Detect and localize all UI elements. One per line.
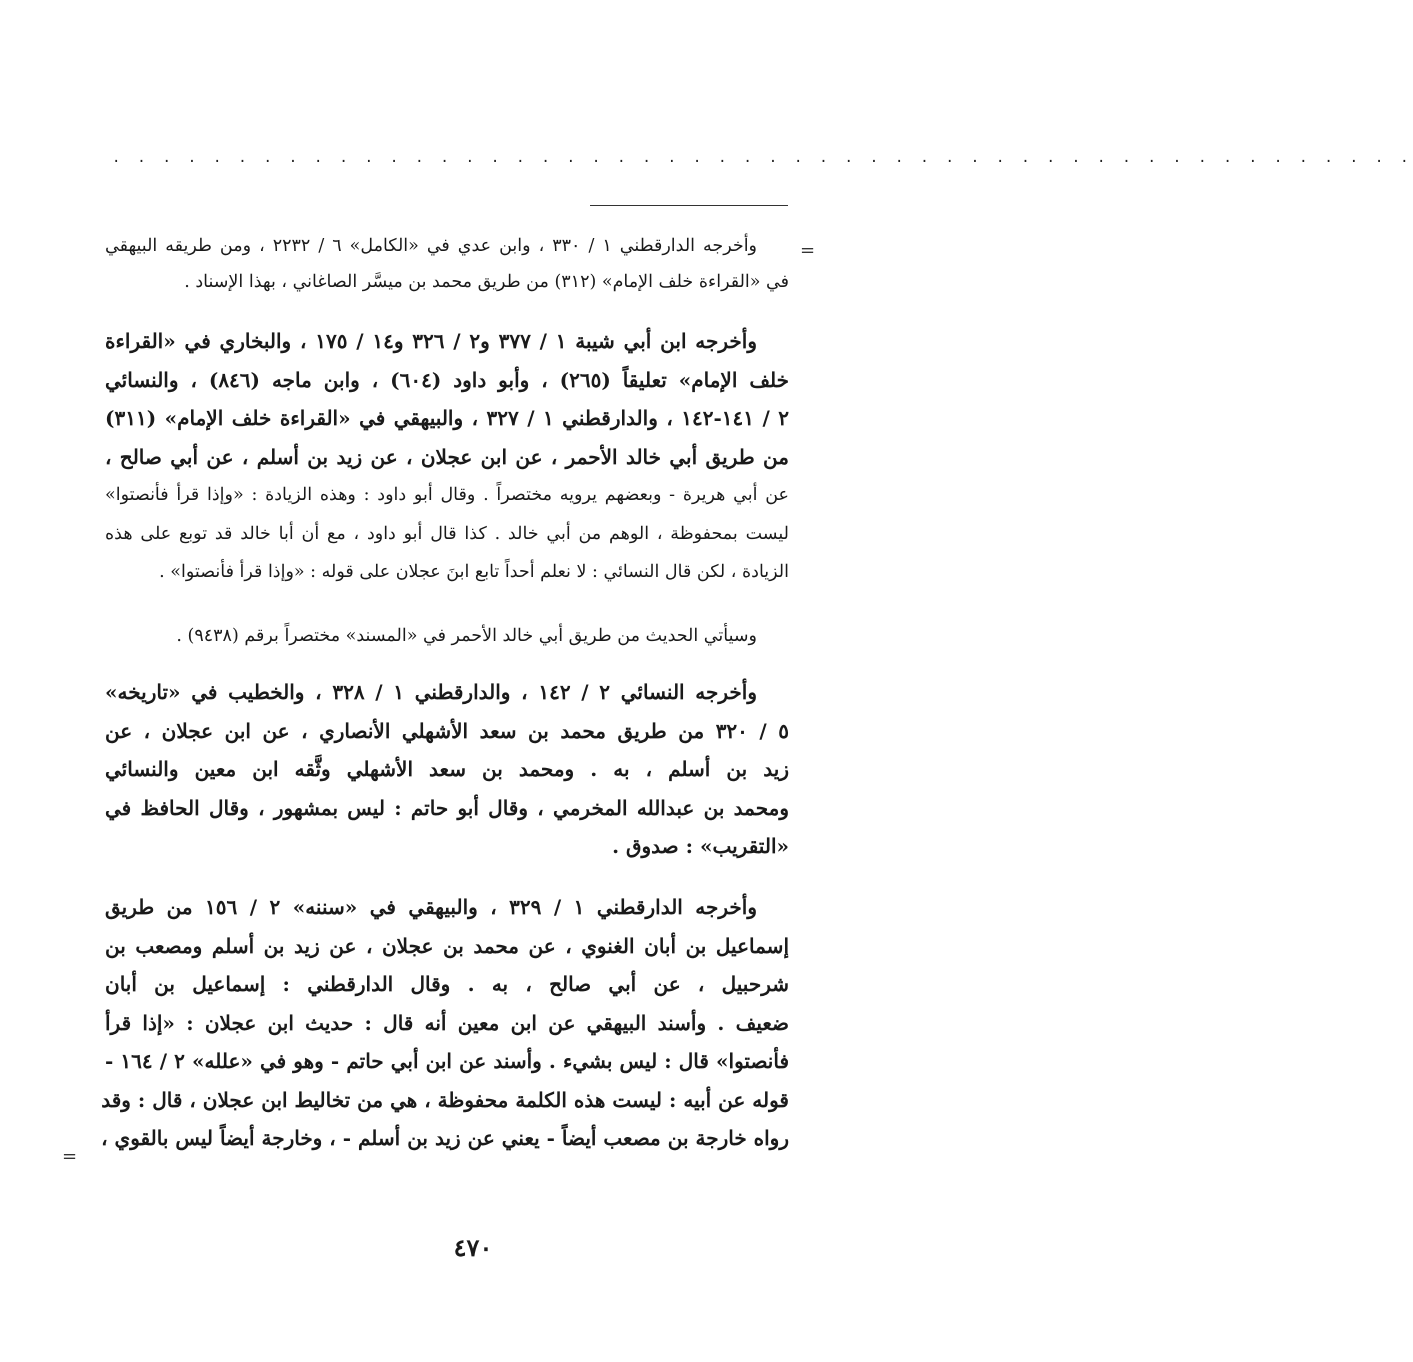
text-line: في «القراءة خلف الإمام» (٣١٢) من طريق محمد بن ميسَّر الصاغاني ، بهذا الإسناد . xyxy=(184,272,789,292)
text-line: من طريق أبي خالد الأحمر ، عن ابن عجلان ، عن زيد بن أسلم ، عن أبي صالح ، xyxy=(105,444,789,469)
text-line: قوله عن أبيه : ليست هذه الكلمة محفوظة ، هي من تخاليط ابن عجلان ، قال : وقد xyxy=(101,1087,789,1112)
text-line: ضعيف . وأسند البيهقي عن ابن معين أنه قال : حديث ابن عجلان : «إذا قرأ xyxy=(105,1010,789,1035)
footnote-paragraph-3 xyxy=(105,618,789,654)
text-line: ٥ / ٣٢٠ من طريق محمد بن سعد الأشهلي الأنصاري ، عن ابن عجلان ، عن xyxy=(105,718,789,743)
text-line: الزيادة ، لكن قال النسائي : لا نعلم أحداً تابع ابنَ عجلان على قوله : «وإذا قرأ فأنصتوا» . xyxy=(159,562,789,582)
page-number: ٤٧٠ xyxy=(453,1233,493,1262)
continuation-marker-bottom: = xyxy=(62,1146,78,1167)
text-line: ومحمد بن عبدالله المخرمي ، وقال أبو حاتم : ليس بمشهور ، وقال الحافظ في xyxy=(105,795,789,820)
text-line: «التقريب» : صدوق . xyxy=(612,834,789,858)
text-line: زيد بن أسلم ، به . ومحمد بن سعد الأشهلي وثَّقه ابن معين والنسائي xyxy=(105,757,789,781)
text-line: فأنصتوا» قال : ليس بشيء . وأسند عن ابن أبي حاتم - وهو في «علله» ٢ / ١٦٤ - xyxy=(105,1049,790,1073)
text-line: ٢ / ١٤١-١٤٢ ، والدارقطني ١ / ٣٢٧ ، والبيهقي في «القراءة خلف الإمام» (٣١١) xyxy=(105,406,789,430)
footnote-paragraph-4 xyxy=(105,673,789,866)
text-line: عن أبي هريرة - وبعضهم يرويه مختصراً . وقال أبو داود : وهذه الزيادة : «وإذا قرأ فأنصتوا» xyxy=(105,485,789,505)
dotted-separator: . . . . . . . . . . . . . . . . . . . . . . . . . . . . . . . . . . . . . . . . . . . . . . . . . . . . xyxy=(112,150,1413,166)
footnote-paragraph-5 xyxy=(101,888,790,1158)
text-line: وأخرجه ابن أبي شيبة ١ / ٣٧٧ و٢ / ٣٢٦ و١٤ / ١٧٥ ، والبخاري في «القراءة xyxy=(105,329,757,353)
text-line: وأخرجه الدارقطني ١ / ٣٣٠ ، وابن عدي في «الكامل» ٦ / ٢٢٣٢ ، ومن طريقه البيهقي xyxy=(105,236,758,256)
text-line: وأخرجه النسائي ٢ / ١٤٢ ، والدارقطني ١ / ٣٢٨ ، والخطيب في «تاريخه» xyxy=(105,680,758,704)
footnote-paragraph-1 xyxy=(105,228,789,300)
continuation-marker-top: = xyxy=(800,240,816,261)
text-line: وسيأتي الحديث من طريق أبي خالد الأحمر في «المسند» مختصراً برقم (٩٤٣٨) . xyxy=(176,626,757,646)
footnote-paragraph-2 xyxy=(105,322,789,592)
text-line: ليست بمحفوظة ، الوهم من أبي خالد . كذا قال أبو داود ، مع أن أبا خالد قد توبع على هذه xyxy=(105,523,789,544)
text-line: وأخرجه الدارقطني ١ / ٣٢٩ ، والبيهقي في «سننه» ٢ / ١٥٦ من طريق xyxy=(105,895,758,919)
text-line: خلف الإمام» تعليقاً (٢٦٥) ، وأبو داود (٦٠٤) ، وابن ماجه (٨٤٦) ، والنسائي xyxy=(105,367,790,392)
footnote-rule xyxy=(590,205,788,206)
text-line: شرحبيل ، عن أبي صالح ، به . وقال الدارقطني : إسماعيل بن أبان xyxy=(105,972,789,996)
text-line: إسماعيل بن أبان الغنوي ، عن محمد بن عجلان ، عن زيد بن أسلم ومصعب بن xyxy=(105,933,789,958)
text-line: رواه خارجة بن مصعب أيضاً - يعني عن زيد بن أسلم - ، وخارجة أيضاً ليس بالقوي ، xyxy=(101,1126,789,1150)
